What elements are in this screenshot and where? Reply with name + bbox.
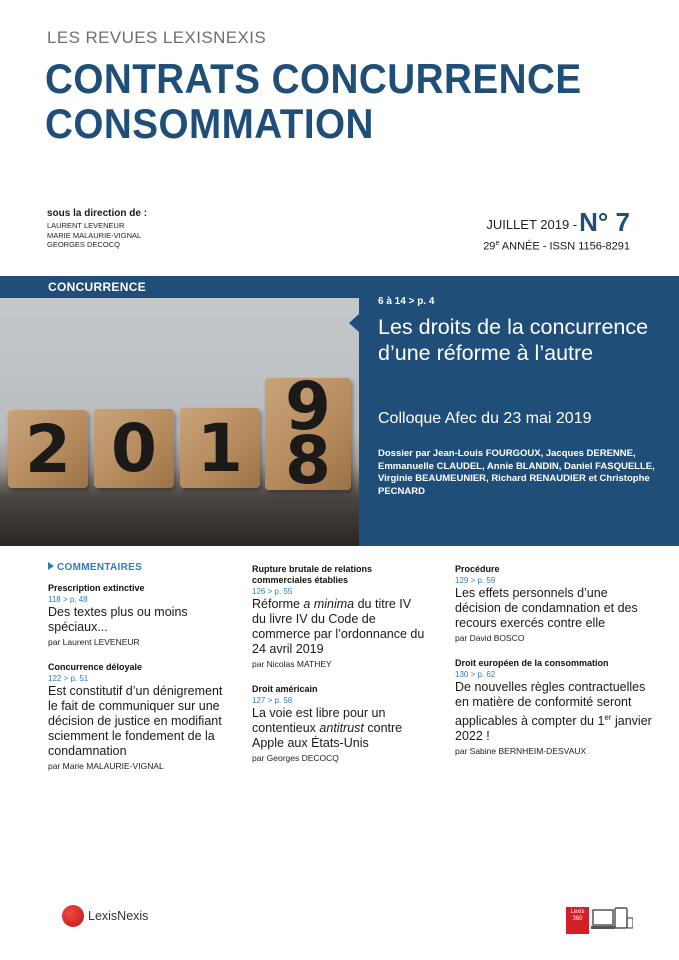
article-ref: 127 > p. 58 [252,696,293,705]
direction-names [47,221,141,250]
article-rubric: Rupture brutale de relations commerciales établies [252,564,373,585]
title-part: De nouvelles règles contractuelles en matière de conformité seront applicables à compter du 1 [455,680,646,729]
cube-digit-flip [265,368,351,499]
director-name: GEORGES DECOCQ [47,240,120,249]
article-author: par Sabine BERNHEIM-DESVAUX [455,746,587,757]
feature-photo [0,298,359,546]
lexisnexis-logo [62,905,148,927]
article-title: Est constitutif d’un dénigrement le fait de communiquer sur une décision de justice en modifiant sciemment le fondement de la condamnation [48,684,223,758]
section-label: CONCURRENCE [48,280,146,294]
article-rubric: Concurrence déloyale [48,662,143,672]
title-part: Réforme [252,597,304,611]
issue-info [486,207,630,238]
director-name: MARIE MALAURIE-VIGNAL [47,230,142,240]
article-rubric: Droit européen de la consommation [455,658,609,668]
issue-date: JUILLET 2019 - [486,217,578,232]
lexis360-badge [566,907,589,934]
article-author: par David BOSCO [455,633,525,643]
article-title [455,680,655,744]
commentaires-label: COMMENTAIRES [57,562,143,573]
title-line-1: CONTRATS CONCURRENCE [45,55,582,102]
article-ref: 129 > p. 59 [455,576,496,585]
article-title: Des textes plus ou moins spéciaux... [48,605,188,634]
cube-digit: 1 [180,408,260,488]
feature-subtitle: Colloque Afec du 23 mai 2019 [378,410,592,427]
feature-headline: Les droits de la concurrence d’une réforme à l’autre [378,315,649,365]
logo-text: LexisNexis [88,909,149,923]
article-rubric: Procédure [455,564,500,574]
feature-ref: 6 à 14 > p. 4 [378,296,435,307]
article-item [48,583,238,648]
article-author: par Nicolas MATHEY [252,659,332,669]
badge-line: Lexis [570,909,585,915]
commentaires-heading [48,562,238,573]
series-label: LES REVUES LEXISNEXIS [47,28,267,47]
title-part: du titre IV du livre IV du Code de commerce par l’ordonnance du 24 avril 2019 [252,597,425,656]
issue-year-issn [483,240,630,253]
devices-icon [591,906,633,936]
title-line-2: CONSOMMATION [45,100,374,147]
issue-number: N° 7 [579,207,630,237]
article-author: par Laurent LEVENEUR [48,637,140,647]
article-author: par Georges DECOCQ [252,753,339,763]
column-2 [252,564,442,778]
article-title [252,706,430,751]
title-part: contre Apple aux États-Unis [252,721,403,750]
title-part: La voie est libre pour un contentieux [252,706,386,735]
article-item [252,564,442,670]
title-part-italic: a minima [303,597,355,611]
column-1 [48,562,238,786]
article-rubric: Prescription extinctive [48,583,145,593]
article-ref: 126 > p. 55 [252,587,293,596]
cube-digit: 2 [8,410,88,488]
article-item [455,658,655,757]
article-title: Les effets personnels d’une décision de condamnation et des recours exercés contre elle [455,586,638,630]
year-sup: e [495,240,500,247]
article-ref: 118 > p. 48 [48,595,88,604]
article-title [252,597,427,657]
title-sup: er [604,713,612,722]
article-ref: 122 > p. 51 [48,674,89,683]
article-item [48,662,238,772]
direction-intro: sous la direction de : [47,208,148,219]
article-rubric: Droit américain [252,684,318,694]
director-name: LAURENT LEVENEUR [47,221,125,230]
cube-digit: 8 [285,422,331,499]
badge-line: 360 [572,916,583,922]
journal-title [45,56,582,146]
year-issn: ANNÉE - ISSN 1156-8291 [499,240,630,253]
feature-authors: Dossier par Jean-Louis FOURGOUX, Jacques DERENNE, Emmanuelle CLAUDEL, Annie BLANDIN, Daniel FASQUELLE, Virginie BEAUMEUNIER, Richard RENAUDIER et Christophe PECNARD [378,448,655,497]
cube-digit: 0 [94,409,174,488]
article-item [252,684,442,764]
column-3 [455,564,655,771]
pointer-notch [349,314,359,332]
lexisnexis-globe-icon [62,905,84,927]
article-author: par Marie MALAURIE-VIGNAL [48,761,164,771]
title-part: janvier 2022 ! [455,714,652,744]
title-part-italic: antitrust [319,721,364,735]
article-ref: 130 > p. 62 [455,670,496,679]
cube-digit: 9 [285,368,331,445]
year-number: 29 [483,240,496,253]
triangle-icon [48,562,54,570]
article-item [455,564,655,644]
